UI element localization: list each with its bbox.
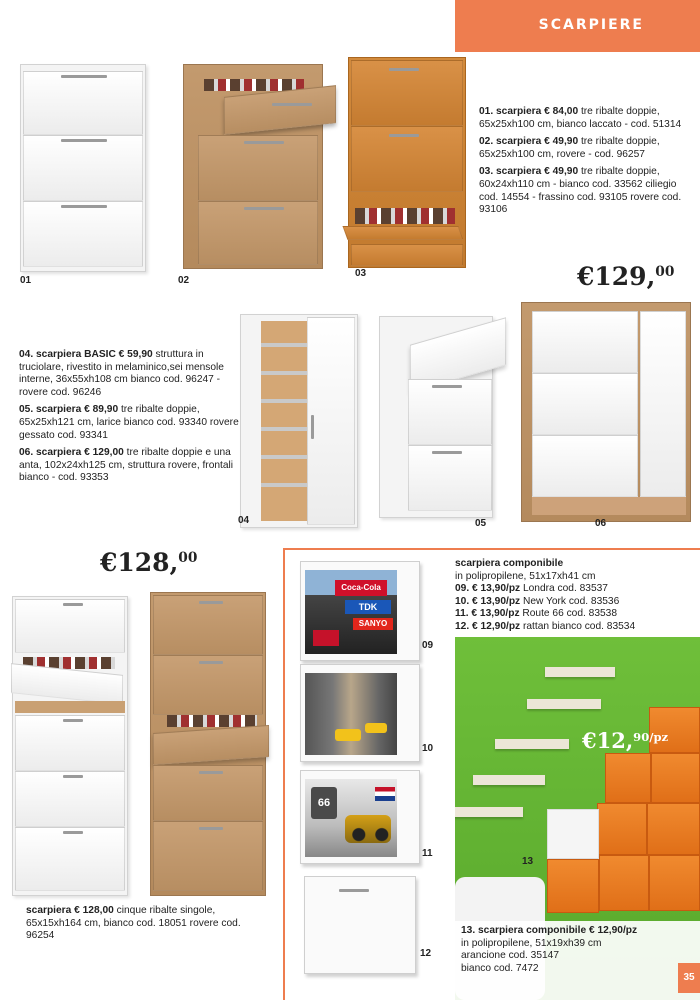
box-12-number: 12: [420, 948, 432, 959]
tall-oak-shoe-cabinet: [150, 592, 266, 896]
product-06-image: [521, 302, 691, 522]
top-description: [479, 106, 694, 222]
componibile-description: scarpiera componibile in polipropilene, 51x17xh41 cm 09. € 13,90/pz Londra cod. 83537 10. € 13,90/pz New York cod. 83536 11. € 13,90/pz Route 66 cod. 83538 12. € 12,90/pz rattan bianco cod. 83534: [455, 558, 636, 632]
product-01-image: [20, 64, 146, 272]
sanyo-sign: SANYO: [353, 618, 393, 630]
coca-cola-sign: Coca-Cola: [335, 580, 387, 596]
middle-description: [19, 349, 251, 490]
product-04-image: [240, 314, 358, 528]
page-number: 35: [678, 963, 700, 993]
product-03-image: [348, 57, 466, 268]
price-tag-129: €129,00: [577, 262, 675, 291]
box-10-number: 10: [422, 743, 434, 754]
product-05-image: [379, 316, 493, 518]
section-divider-vertical: [283, 548, 285, 1000]
box-11-number: 11: [422, 848, 433, 859]
product-05-number: 05: [475, 518, 487, 529]
tall-white-shoe-cabinet: [12, 596, 128, 896]
price-tag-12-90: €12,$^{90/pz}$: [582, 728, 669, 753]
section-divider-horizontal: [283, 548, 700, 550]
route-66-sign: 66: [311, 787, 337, 819]
section-banner: [455, 0, 700, 52]
price-tag-128: €128,00: [100, 548, 198, 577]
desc-06: 06. scarpiera € 129,00 tre ribalte doppie e una anta, 102x24xh125 cm, struttura rovere, frontali bianco - cod. 93353: [19, 447, 234, 484]
product-02-number: 02: [178, 275, 190, 286]
box-11-route-66: [300, 770, 420, 864]
item-13-caption: 13. scarpiera componibile € 12,90/pz in polipropilene, 51x19xh39 cm arancione cod. 35147 bianco cod. 7472: [455, 921, 700, 1000]
box-09-london: [300, 561, 420, 661]
product-06-number: 06: [595, 518, 607, 529]
box-12-rattan-white: [304, 876, 416, 974]
item-13-number: 13: [522, 856, 534, 867]
box-09-number: 09: [422, 640, 434, 651]
tdk-sign: TDK: [345, 600, 391, 614]
section-title: SCARPIERE: [538, 17, 644, 33]
tall-cabinet-description: scarpiera € 128,00 cinque ribalte singole, 65x15xh164 cm, bianco cod. 18051 rovere cod. 96254: [26, 905, 241, 942]
product-02-image: [183, 64, 323, 269]
product-04-number: 04: [238, 515, 250, 526]
desc-02: 02. scarpiera € 49,90 tre ribalte doppie, 65x25xh100 cm, rovere - cod. 96257: [479, 136, 660, 160]
product-01-number: 01: [20, 275, 32, 286]
box-10-new-york: [300, 664, 420, 762]
desc-04: 04. scarpiera BASIC € 59,90 struttura in truciolare, rivestito in melaminico,sei mensole interne, 36x55xh108 cm bianco cod. 96247 - rovere cod. 96246: [19, 349, 224, 398]
desc-01: 01. scarpiera € 84,00 tre ribalte doppie, 65x25xh100 cm, bianco laccato - cod. 51314: [479, 106, 682, 130]
product-03-number: 03: [355, 268, 367, 279]
desc-03: 03. scarpiera € 49,90 tre ribalte doppie, 60x24xh110 cm - bianco cod. 33562 ciliegio cod. 14554 - frassino cod. 93105 rovere cod. 93106: [479, 166, 682, 216]
desc-05: 05. scarpiera € 89,90 tre ribalte doppie, 65x25xh121 cm, larice bianco cod. 93340 rovere gessato cod. 93341: [19, 404, 239, 441]
